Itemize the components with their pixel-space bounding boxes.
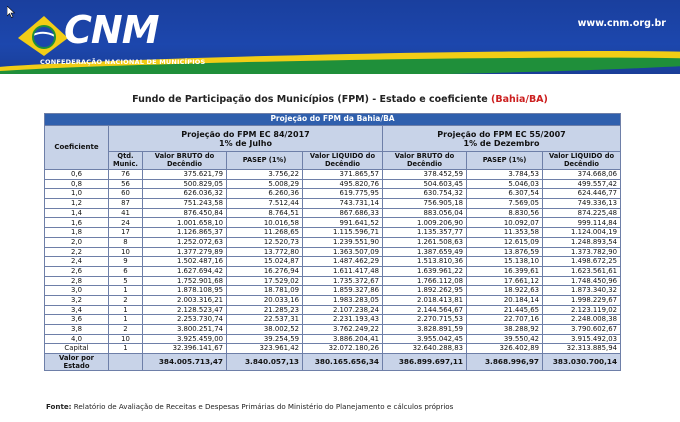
value-cell: 21.285,23 <box>227 305 303 315</box>
value-cell: 2.018.413,81 <box>383 295 467 305</box>
table-row <box>45 305 621 315</box>
value-cell: 1.502.487,16 <box>143 257 227 267</box>
qtd-cell: 24 <box>109 218 143 228</box>
table-band-title: Projeção do FPM da Bahia/BA <box>45 114 621 126</box>
value-cell: 3.790.602,67 <box>543 325 621 335</box>
value-cell: 1.752.901,68 <box>143 276 227 286</box>
col-header-qtd: Qtd. Munic. <box>109 152 143 170</box>
value-cell: 1.363.507,09 <box>303 247 383 257</box>
value-cell: 1.748.450,96 <box>543 276 621 286</box>
qtd-cell: 1 <box>109 286 143 296</box>
table-row <box>45 276 621 286</box>
value-cell: 2.248.008,38 <box>543 315 621 325</box>
value-cell: 326.402,89 <box>467 344 543 354</box>
coef-cell: 3,6 <box>45 315 109 325</box>
value-cell: 500.829,05 <box>143 179 227 189</box>
value-cell: 1.998.229,67 <box>543 295 621 305</box>
coef-cell: Capital <box>45 344 109 354</box>
col-header-liquido-2: Valor LÍQUIDO do Decêndio <box>543 152 621 170</box>
qtd-cell: 60 <box>109 189 143 199</box>
qtd-cell: 2 <box>109 295 143 305</box>
total-cell: 3.840.057,13 <box>227 354 303 371</box>
qtd-cell: 87 <box>109 199 143 209</box>
value-cell: 1.001.658,10 <box>143 218 227 228</box>
col-header-bruto-1: Valor BRUTO do Decêndio <box>143 152 227 170</box>
qtd-cell: 10 <box>109 334 143 344</box>
mouse-cursor-icon <box>7 6 15 18</box>
value-cell: 6.260,36 <box>227 189 303 199</box>
value-cell: 11.353,58 <box>467 228 543 238</box>
value-cell: 874.225,48 <box>543 208 621 218</box>
table-row <box>45 228 621 238</box>
value-cell: 743.731,14 <box>303 199 383 209</box>
value-cell: 10.016,58 <box>227 218 303 228</box>
value-cell: 1.377.279,89 <box>143 247 227 257</box>
brand-subtitle: CONFEDERAÇÃO NACIONAL DE MUNICÍPIOS <box>40 58 206 66</box>
coef-cell: 2,6 <box>45 266 109 276</box>
value-cell: 1.009.206,90 <box>383 218 467 228</box>
value-cell: 1.892.262,95 <box>383 286 467 296</box>
value-cell: 38.002,52 <box>227 325 303 335</box>
value-cell: 756.905,18 <box>383 199 467 209</box>
value-cell: 883.056,04 <box>383 208 467 218</box>
qtd-cell: 76 <box>109 170 143 180</box>
value-cell: 619.775,95 <box>303 189 383 199</box>
value-cell: 13.876,59 <box>467 247 543 257</box>
coef-cell: 1,2 <box>45 199 109 209</box>
value-cell: 3.915.492,03 <box>543 334 621 344</box>
value-cell: 2.123.119,02 <box>543 305 621 315</box>
coef-cell: 2,2 <box>45 247 109 257</box>
value-cell: 16.276,94 <box>227 266 303 276</box>
qtd-cell: 2 <box>109 325 143 335</box>
value-cell: 749.336,13 <box>543 199 621 209</box>
value-cell: 1.248.893,54 <box>543 237 621 247</box>
value-cell: 2.144.564,67 <box>383 305 467 315</box>
value-cell: 39.550,42 <box>467 334 543 344</box>
table-row <box>45 179 621 189</box>
table-row <box>45 344 621 354</box>
col-header-liquido-1: Valor LÍQUIDO do Decêndio <box>303 152 383 170</box>
value-cell: 374.668,06 <box>543 170 621 180</box>
value-cell: 1.627.694,42 <box>143 266 227 276</box>
value-cell: 991.641,52 <box>303 218 383 228</box>
value-cell: 371.865,57 <box>303 170 383 180</box>
coef-cell: 2,0 <box>45 237 109 247</box>
value-cell: 3.800.251,74 <box>143 325 227 335</box>
table-row <box>45 286 621 296</box>
total-cell: 383.030.700,14 <box>543 354 621 371</box>
value-cell: 17.661,12 <box>467 276 543 286</box>
value-cell: 12.520,73 <box>227 237 303 247</box>
value-cell: 1.387.659,49 <box>383 247 467 257</box>
qtd-cell: 8 <box>109 237 143 247</box>
value-cell: 876.450,84 <box>143 208 227 218</box>
value-cell: 2.231.193,43 <box>303 315 383 325</box>
group-header-ec84: Projeção do FPM EC 84/2017 1% de Julho <box>109 126 383 152</box>
value-cell: 32.640.288,83 <box>383 344 467 354</box>
coef-cell: 3,0 <box>45 286 109 296</box>
title-region: (Bahia/BA) <box>491 94 548 105</box>
qtd-cell: 56 <box>109 179 143 189</box>
table-row <box>45 334 621 344</box>
value-cell: 10.092,07 <box>467 218 543 228</box>
col-header-coeficiente: Coeficiente <box>45 126 109 170</box>
qtd-cell: 5 <box>109 276 143 286</box>
value-cell: 32.072.180,26 <box>303 344 383 354</box>
value-cell: 32.396.141,67 <box>143 344 227 354</box>
value-cell: 2.003.316,21 <box>143 295 227 305</box>
table-row <box>45 208 621 218</box>
value-cell: 20.184,14 <box>467 295 543 305</box>
qtd-cell: 9 <box>109 257 143 267</box>
value-cell: 18.781,09 <box>227 286 303 296</box>
value-cell: 3.756,22 <box>227 170 303 180</box>
qtd-cell: 10 <box>109 247 143 257</box>
value-cell: 504.603,45 <box>383 179 467 189</box>
value-cell: 1.639.961,22 <box>383 266 467 276</box>
value-cell: 3.886.204,41 <box>303 334 383 344</box>
value-cell: 1.124.004,19 <box>543 228 621 238</box>
total-cell: 380.165.656,34 <box>303 354 383 371</box>
table-row <box>45 325 621 335</box>
value-cell: 8.830,56 <box>467 208 543 218</box>
total-cell: 386.899.697,11 <box>383 354 467 371</box>
col-header-bruto-2: Valor BRUTO do Decêndio <box>383 152 467 170</box>
value-cell: 495.820,76 <box>303 179 383 189</box>
value-cell: 1.873.340,32 <box>543 286 621 296</box>
value-cell: 22.707,16 <box>467 315 543 325</box>
value-cell: 16.399,61 <box>467 266 543 276</box>
qtd-cell: 1 <box>109 315 143 325</box>
coef-cell: 1,6 <box>45 218 109 228</box>
value-cell: 1.498.672,25 <box>543 257 621 267</box>
coef-cell: 2,4 <box>45 257 109 267</box>
value-cell: 3.762.249,22 <box>303 325 383 335</box>
value-cell: 8.764,51 <box>227 208 303 218</box>
value-cell: 3.784,53 <box>467 170 543 180</box>
value-cell: 1.878.108,95 <box>143 286 227 296</box>
coef-cell: 0,8 <box>45 179 109 189</box>
value-cell: 15.024,87 <box>227 257 303 267</box>
table-row <box>45 218 621 228</box>
table-row <box>45 295 621 305</box>
fpm-projection-table <box>44 113 621 371</box>
qtd-cell: 17 <box>109 228 143 238</box>
value-cell: 1.859.327,86 <box>303 286 383 296</box>
value-cell: 18.922,63 <box>467 286 543 296</box>
value-cell: 2.128.523,47 <box>143 305 227 315</box>
site-url-link[interactable]: www.cnm.org.br <box>577 18 666 29</box>
value-cell: 1.252.072,63 <box>143 237 227 247</box>
title-main: Fundo de Participação dos Municípios (FPM) - Estado e coeficiente <box>132 94 488 105</box>
value-cell: 7.512,44 <box>227 199 303 209</box>
source-note <box>46 402 453 411</box>
value-cell: 15.138,10 <box>467 257 543 267</box>
value-cell: 1.766.112,08 <box>383 276 467 286</box>
coef-cell: 1,0 <box>45 189 109 199</box>
value-cell: 6.307,54 <box>467 189 543 199</box>
total-cell: 3.868.996,97 <box>467 354 543 371</box>
value-cell: 1.261.508,63 <box>383 237 467 247</box>
value-cell: 999.114,84 <box>543 218 621 228</box>
value-cell: 3.828.891,59 <box>383 325 467 335</box>
value-cell: 1.135.357,77 <box>383 228 467 238</box>
value-cell: 323.961,42 <box>227 344 303 354</box>
brand-logo-text: CNM <box>64 8 159 52</box>
source-text: Relatório de Avaliação de Receitas e Despesas Primárias do Ministério do Planejamento e cálculos próprios <box>73 402 454 411</box>
table-body <box>45 170 621 354</box>
value-cell: 1.373.782,90 <box>543 247 621 257</box>
coef-cell: 4,0 <box>45 334 109 344</box>
value-cell: 1.239.551,90 <box>303 237 383 247</box>
value-cell: 11.268,65 <box>227 228 303 238</box>
coef-cell: 2,8 <box>45 276 109 286</box>
value-cell: 1.983.283,05 <box>303 295 383 305</box>
coef-cell: 1,8 <box>45 228 109 238</box>
value-cell: 630.754,32 <box>383 189 467 199</box>
coef-cell: 3,2 <box>45 295 109 305</box>
value-cell: 39.254,59 <box>227 334 303 344</box>
value-cell: 867.686,33 <box>303 208 383 218</box>
value-cell: 626.036,32 <box>143 189 227 199</box>
coef-cell: 0,6 <box>45 170 109 180</box>
value-cell: 1.126.865,37 <box>143 228 227 238</box>
qtd-cell: 1 <box>109 305 143 315</box>
coef-cell: 3,4 <box>45 305 109 315</box>
value-cell: 17.529,02 <box>227 276 303 286</box>
coef-cell: 1,4 <box>45 208 109 218</box>
col-header-pasep-2: PASEP (1%) <box>467 152 543 170</box>
value-cell: 1.513.810,36 <box>383 257 467 267</box>
cnm-logo-icon <box>14 10 70 58</box>
value-cell: 7.569,05 <box>467 199 543 209</box>
value-cell: 22.537,31 <box>227 315 303 325</box>
source-label: Fonte: <box>46 402 72 411</box>
value-cell: 3.925.459,00 <box>143 334 227 344</box>
total-cell: 384.005.713,47 <box>143 354 227 371</box>
total-label: Valor por Estado <box>45 354 109 371</box>
site-header <box>0 0 680 74</box>
coef-cell: 3,8 <box>45 325 109 335</box>
value-cell: 5.046,03 <box>467 179 543 189</box>
qtd-cell: 6 <box>109 266 143 276</box>
table-row <box>45 247 621 257</box>
value-cell: 2.107.238,24 <box>303 305 383 315</box>
value-cell: 38.288,92 <box>467 325 543 335</box>
col-header-pasep-1: PASEP (1%) <box>227 152 303 170</box>
table-row <box>45 266 621 276</box>
document-title <box>0 94 680 105</box>
group-header-ec55: Projeção do FPM EC 55/2007 1% de Dezembro <box>383 126 621 152</box>
total-qtd-cell <box>109 354 143 371</box>
value-cell: 20.033,16 <box>227 295 303 305</box>
value-cell: 751.243,58 <box>143 199 227 209</box>
value-cell: 32.313.885,94 <box>543 344 621 354</box>
value-cell: 21.445,65 <box>467 305 543 315</box>
table-row <box>45 199 621 209</box>
value-cell: 2.270.715,53 <box>383 315 467 325</box>
fpm-table-container <box>44 113 620 371</box>
value-cell: 624.446,77 <box>543 189 621 199</box>
table-row <box>45 315 621 325</box>
value-cell: 1.487.462,29 <box>303 257 383 267</box>
table-row <box>45 237 621 247</box>
value-cell: 1.611.417,48 <box>303 266 383 276</box>
value-cell: 375.621,79 <box>143 170 227 180</box>
value-cell: 378.452,59 <box>383 170 467 180</box>
value-cell: 12.615,09 <box>467 237 543 247</box>
value-cell: 1.115.596,71 <box>303 228 383 238</box>
table-row <box>45 189 621 199</box>
qtd-cell: 41 <box>109 208 143 218</box>
value-cell: 1.623.561,61 <box>543 266 621 276</box>
value-cell: 5.008,29 <box>227 179 303 189</box>
table-row <box>45 170 621 180</box>
value-cell: 2.253.730,74 <box>143 315 227 325</box>
table-total-row <box>45 354 621 371</box>
value-cell: 3.955.042,45 <box>383 334 467 344</box>
value-cell: 499.557,42 <box>543 179 621 189</box>
qtd-cell: 1 <box>109 344 143 354</box>
value-cell: 13.772,80 <box>227 247 303 257</box>
value-cell: 1.735.372,67 <box>303 276 383 286</box>
table-row <box>45 257 621 267</box>
